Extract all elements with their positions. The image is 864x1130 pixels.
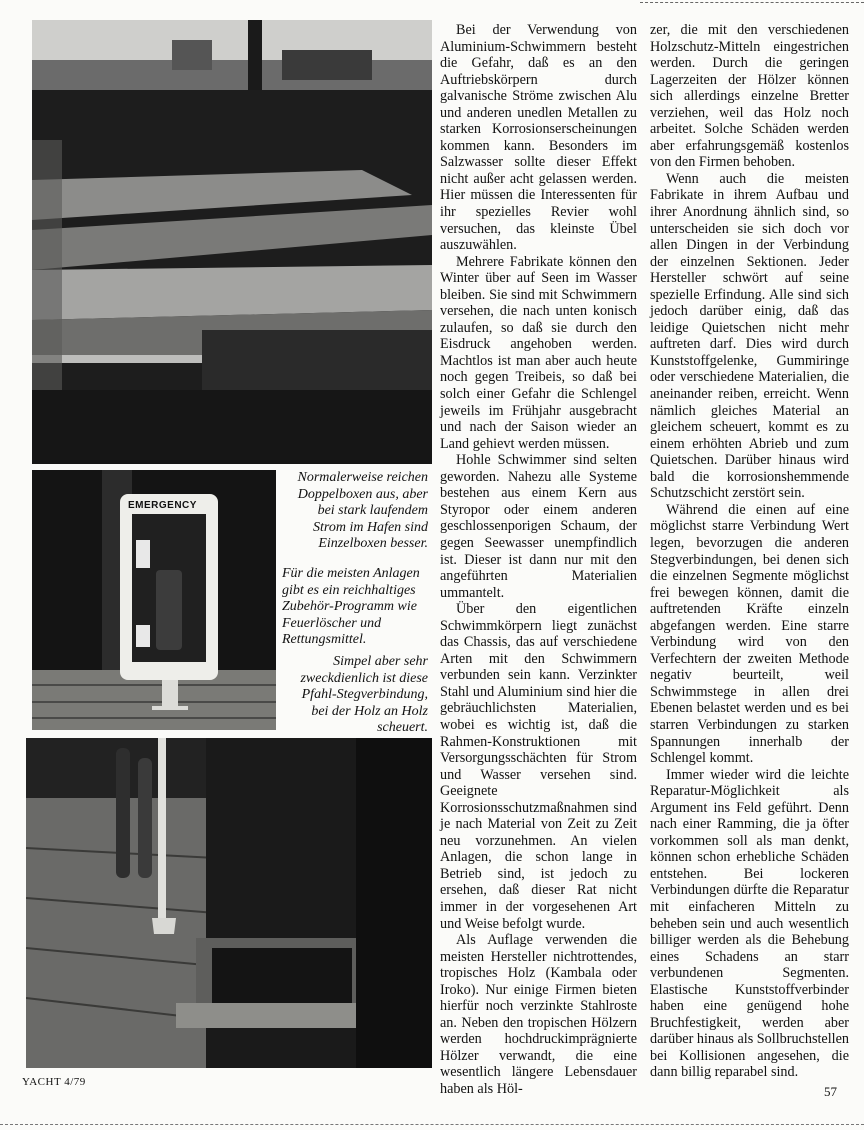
photo-emergency-box (32, 470, 276, 730)
col1-paragraph: Bei der Verwendung von Aluminium-Schwimmern besteht die Gefahr, daß es an den Auftriebskörpern durch galvanische Ströme zwischen Alu und anderen unedlen Metallen zu starken Korrosionserscheinungen kommen kann. Besonders im Salzwasser sollte dieser Effekt nicht außer acht gelassen werden. Hier müssen die Interessenten für ihr spezielles Revier wohl versuchen, das kleinste Übel auszuwählen. (440, 22, 637, 254)
col2-paragraph: Wenn auch die meisten Fabrikate in ihrem Aufbau und ihrer Anordnung ähnlich sind, so unterscheiden sie sich doch vor allen Dingen in der Verbindung der einzelnen Sektionen. Jeder Hersteller schwört auf seine spezielle Erfindung. Alle sind sich jedoch darüber einig, daß das leidige Quietschen nicht mehr auftreten darf. Dies wird durch Kunststoffgelenke, Gummiringe oder verschiedene Materialien, die aneinander reiben, erreicht. Wenn nämlich gleiches Material an gleichem scheuert, kommt es zu einem erhöhten Abrieb und zum Quietschen. Darüber hinaus wird bald die korrosionshemmende Schutzschicht zerstört sein. (650, 170, 849, 502)
top-dashed-rule (640, 2, 864, 3)
col1-paragraph: Als Auflage verwenden die meisten Hersteller nichtrottendes, tropisches Holz (Kambala oder Iroko). Nur einige Firmen bieten hierfür noch verzinkte Stahlroste an. Neben den tropischen Hölzern werden hochdruckimprägnierte Hölzer verwandt, die eine wesentlich längere Lebensdauer haben als Höl- (440, 932, 637, 1097)
caption-accessories: Für die meisten Anlagen gibt es ein reichhaltiges Zubehör-Programm wie Feuerlöscher und Rettungsmittel. (282, 566, 420, 647)
page-number: 57 (824, 1084, 837, 1099)
col2-paragraph: Immer wieder wird die leichte Reparatur-Möglichkeit als Argument ins Feld geführt. Denn nach einer Ramming, die ja öfter vorkommen soll als man denkt, können schon erhebliche Schäden entstehen. Bei lockeren Verbindungen dürfte die Reparatur mit einfacheren Mitteln zu beheben sein und auch wesentlich billiger werden als die Behebung eines Schadens an starr verbundenen Segmenten. Elastische Kunststoffverbinder haben eine genügend hohe Bruchfestigkeit, werden aber darüber hinaus als Sollbruchstellen bei Kollisionen angesehen, die dann billig reparabel sind. (650, 766, 849, 1081)
col1-paragraph: Mehrere Fabrikate können den Winter über auf Seen im Wasser bleiben. Sie sind mit Schwimmern versehen, die nach unten konisch zulaufen, so daß sie durch den Eisdruck angehoben werden. Machtlos ist man aber auch heute noch gegen Treibeis, so daß bei solch einer Gefahr die Schlengel jeweils im Frühjahr ausgebracht und nach der Saison wieder an Land gehievt werden müssen. (440, 253, 637, 452)
photo-pile-pier-connection (26, 738, 432, 1068)
bottom-dashed-rule (0, 1124, 864, 1125)
text-column-1 (440, 22, 637, 1098)
pile-pier-illustration (26, 738, 432, 1068)
emergency-sign-text: EMERGENCY (128, 500, 197, 511)
marina-pontoons-illustration (32, 20, 432, 464)
text-column-2 (650, 22, 849, 1081)
col2-paragraph: zer, die mit den verschiedenen Holzschutz-Mitteln eingestrichen werden. Durch die geringen Lagerzeiten der Hölzer können sich allerdings einzelne Bretter verziehen, weil das Holz noch arbeitet. Solche Schäden werden aber erfahrungsgemäß kostenlos von den Firmen behoben. (650, 22, 849, 171)
photo-marina-pontoons (32, 20, 432, 464)
col1-paragraph: Über den eigentlichen Schwimmkörpern liegt zunächst das Chassis, das auf verschiedene Arten mit den Schwimmern verbunden sein kann. Verzinkter Stahl und Aluminium sind hier die gebräuchlichsten Materialien, wobei es wichtig ist, daß die Rahmen-Konstruktionen mit Versorgungsschächten für Strom und Wasser versehen sind. Geeignete Korrosionsschutzmaßnahmen sind je nach Material von Zeit zu Zeit neu vorzunehmen. An vielen Anlagen, die schon lange in Betrieb sind, ist jedoch zu ersehen, daß dieser Rat nicht immer in der vorgesehenen Art und Weise befolgt wurde. (440, 601, 637, 932)
caption-double-boxes: Normalerweise reichen Doppelboxen aus, aber bei stark laufendem Strom im Hafen sind Einzelboxen besser. (297, 470, 428, 551)
magazine-issue: YACHT 4/79 (22, 1076, 86, 1088)
caption-pile-connection: Simpel aber sehr zweckdienlich ist diese Pfahl-Stegverbindung, bei der Holz an Holz scheuert. (300, 654, 428, 735)
col1-paragraph: Hohle Schwimmer sind selten geworden. Nahezu alle Systeme bestehen aus einem Kern aus Styropor oder einem anderen geschlossenporigen Schaum, der gegen Seewasser unempfindlich ist. Dieser ist dann nur mit den angeführten Materialien ummantelt. (440, 452, 637, 601)
col2-paragraph: Während die einen auf eine möglichst starre Verbindung Wert legen, bevorzugen die anderen Stegverbindungen, bei denen sich die einzelnen Segmente möglichst frei bewegen können, damit die auftretenden Kräfte einzeln abgefangen werden. Eine starre Verbindung wird von den Verfechtern der zweiten Methode negativ beurteilt, weil Schwimmstege in allen drei Ebenen belastet werden und es bei starren Verbindungen zu starken Spannungen innerhalb der Schlengel kommt. (650, 501, 849, 767)
